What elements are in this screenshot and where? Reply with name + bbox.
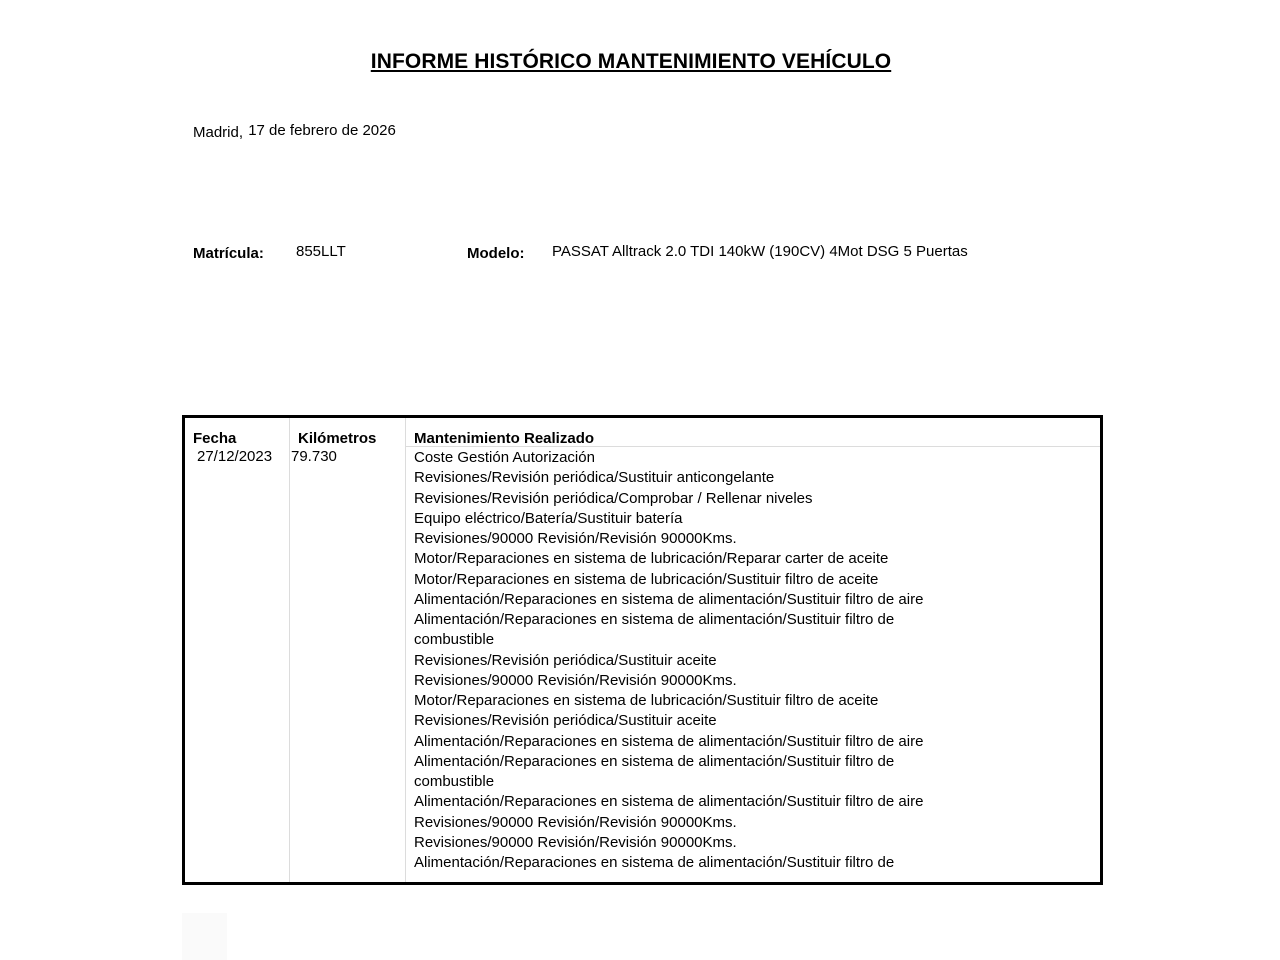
report-date: 17 de febrero de 2026 [248,122,396,139]
maintenance-list [414,448,923,873]
column-divider [405,418,406,882]
maintenance-item: Motor/Reparaciones en sistema de lubricación/Sustituir filtro de aceite [414,570,879,588]
maintenance-item: Alimentación/Reparaciones en sistema de alimentación/Sustituir filtro de aire [414,793,924,811]
maintenance-item: combustible [414,631,495,649]
maintenance-item: combustible [414,773,495,790]
maintenance-item: Motor/Reparaciones en sistema de lubricación/Sustituir filtro de aceite [414,692,879,709]
header-maintenance: Mantenimiento Realizado [414,430,595,447]
plate-label: Matrícula: [193,245,264,262]
model-value: PASSAT Alltrack 2.0 TDI 140kW (190CV) 4Mot DSG 5 Puertas [552,243,968,260]
maintenance-item: Revisiones/Revisión periódica/Comprobar / Rellenar niveles [414,489,813,507]
model-label: Modelo: [467,245,525,262]
maintenance-table [182,415,1103,885]
maintenance-item: Revisiones/90000 Revisión/Revisión 90000Kms. [414,833,737,851]
maintenance-item: Revisiones/Revisión periódica/Sustituir anticongelante [414,469,775,487]
maintenance-item: Alimentación/Reparaciones en sistema de alimentación/Sustituir filtro de aire [414,732,924,750]
header-date: Fecha [193,430,237,447]
maintenance-item: Alimentación/Reparaciones en sistema de alimentación/Sustituir filtro de [414,611,895,628]
row-date: 27/12/2023 [197,448,273,465]
maintenance-item: Alimentación/Reparaciones en sistema de alimentación/Sustituir filtro de aire [414,590,924,608]
place-date [193,122,396,139]
maintenance-item: Coste Gestión Autorización [414,449,595,466]
blank-stamp-area [182,913,227,960]
report-title: INFORME HISTÓRICO MANTENIMIENTO VEHÍCULO [370,50,892,73]
maintenance-item: Alimentación/Reparaciones en sistema de alimentación/Sustituir filtro de [414,752,895,770]
header-km: Kilómetros [298,430,377,447]
maintenance-item: Alimentación/Reparaciones en sistema de alimentación/Sustituir filtro de [414,854,895,871]
maintenance-item: Revisiones/90000 Revisión/Revisión 90000Kms. [414,813,737,831]
maintenance-item: Revisiones/90000 Revisión/Revisión 90000Kms. [414,671,737,689]
maintenance-item: Equipo eléctrico/Batería/Sustituir batería [414,509,683,527]
city-label: Madrid, [193,124,244,141]
maintenance-item: Motor/Reparaciones en sistema de lubricación/Reparar carter de aceite [414,550,889,568]
maintenance-item: Revisiones/90000 Revisión/Revisión 90000Kms. [414,530,737,547]
plate-value: 855LLT [296,243,346,260]
maintenance-item: Revisiones/Revisión periódica/Sustituir aceite [414,712,717,730]
row-km: 79.730 [291,448,337,465]
column-divider [289,418,290,882]
maintenance-item: Revisiones/Revisión periódica/Sustituir aceite [414,651,717,669]
